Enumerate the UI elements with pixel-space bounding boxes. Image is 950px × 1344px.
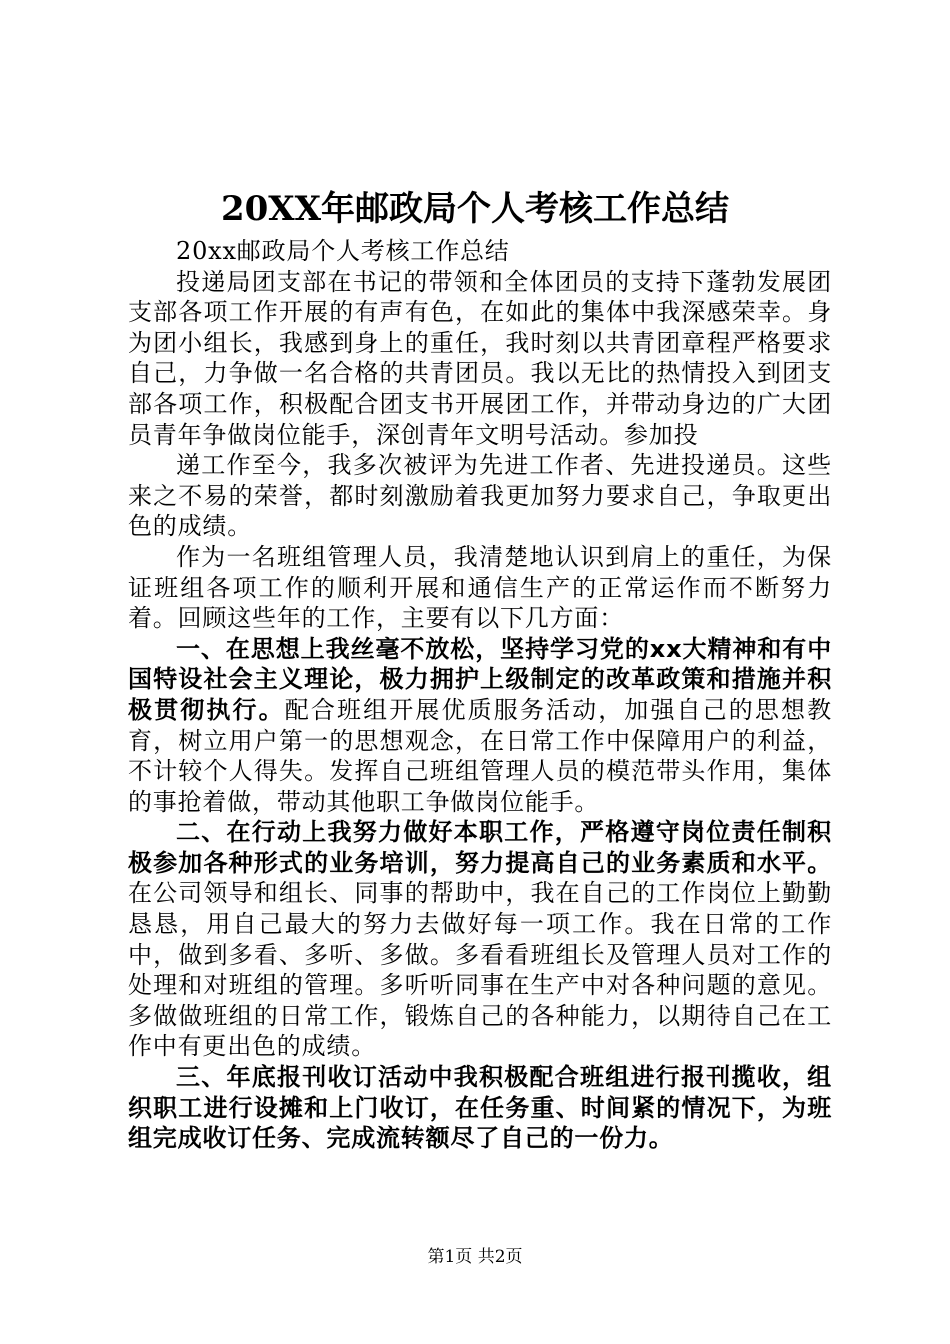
paragraph-thought-heading: 一、在思想上我丝毫不放松，坚持学习党的xx大精神和有中国特设社会主义理论，极力拥护上级制定的改革政策和措施并积极贯彻执行。 [128,634,832,724]
document-body [128,236,832,1154]
page-footer: 第1页 共2页 [427,1247,523,1267]
paragraph-action-heading: 二、在行动上我努力做好本职工作，严格遵守岗位责任制积极参加各种形式的业务培训，努力提高自己的业务素质和水平。 [128,818,832,877]
paragraph-subscription-heading: 三、年底报刊收订活动中我积极配合班组进行报刊揽收，组织职工进行设摊和上门收订，在任务重、时间紧的情况下，为班组完成收订任务、完成流转额尽了自己的一份力。 [128,1063,832,1153]
document-subtitle: 20xx邮政局个人考核工作总结 [176,237,510,265]
document-title: 20XX年邮政局个人考核工作总结 [220,189,730,229]
paragraph-honors: 递工作至今，我多次被评为先进工作者、先进投递员。这些来之不易的荣誉，都时刻激励着我更加努力要求自己，争取更出色的成绩。 [128,451,832,541]
paragraph-thought [128,634,832,818]
paragraph-intro: 投递局团支部在书记的带领和全体团员的支持下蓬勃发展团支部各项工作开展的有声有色，在如此的集体中我深感荣幸。身为团小组长，我感到身上的重任，我时刻以共青团章程严格要求自己，力争做一名合格的共青团员。我以无比的热情投入到团支部各项工作，积极配合团支书开展团工作，并带动身边的广大团员青年争做岗位能手，深创青年文明号活动。参加投 [128,267,832,449]
paragraph-role: 作为一名班组管理人员，我清楚地认识到肩上的重任，为保证班组各项工作的顺利开展和通信生产的正常运作而不断努力着。回顾这些年的工作，主要有以下几方面： [128,542,832,633]
paragraph-subscription [128,1062,832,1154]
paragraph-thought-body: 配合班组开展优质服务活动，加强自己的思想教育，树立用户第一的思想观念，在日常工作中保障用户的利益，不计较个人得失。发挥自己班组管理人员的模范带头作用，集体的事抢着做，带动其他职工争做岗位能手。 [128,695,832,816]
paragraph-action [128,817,832,1062]
paragraph-action-body: 在公司领导和组长、同事的帮助中，我在自己的工作岗位上勤勤恳恳，用自己最大的努力去做好每一项工作。我在日常的工作中，做到多看、多听、多做。多看看班组长及管理人员对工作的处理和对班组的管理。多听听同事在生产中对各种问题的意见。多做做班组的日常工作，锻炼自己的各种能力，以期待自己在工作中有更出色的成绩。 [128,879,832,1061]
